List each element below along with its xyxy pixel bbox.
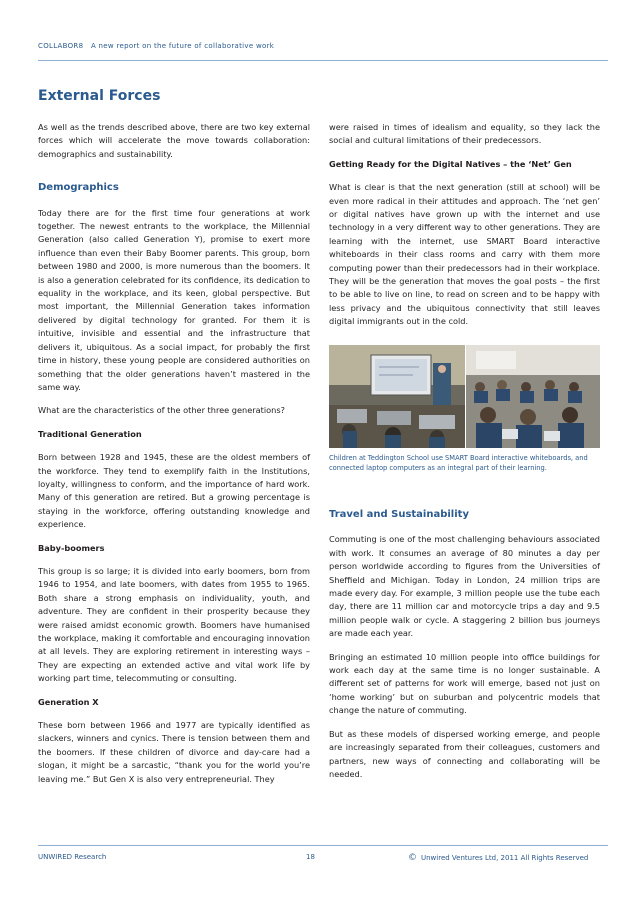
boomers-heading: Baby-boomers (38, 542, 105, 553)
header-divider (38, 60, 608, 61)
footer-copyright (408, 853, 588, 863)
genx-heading: Generation X (38, 696, 99, 707)
whiteboard-classroom-image (329, 345, 465, 448)
copyright-icon: © (408, 853, 417, 863)
demographics-paragraph: Today there are for the first time four generations at work together. The newest entrants to the workplace, the Millennial Generation (also called Generation Y), promise to exert more influence than even their Baby Boomer parents. This group, born between 1980 and 2000, is more numerous than the boomers. It is also a generation celebrated for its confidence, its dedication to equality in the workplace, and its keen, global perspective. But most important, the Millennial Generation takes information delivered by digital technology for granted. For them it is intuitive, invisible and essential and the infrastructure that delivers it, ubiquitous. As a social impact, for probably the first time in history, these young people are considered authorities on something that the older generations haven’t mastered in the same way. (38, 207, 310, 392)
intro-paragraph: As well as the trends described above, there are two key external forces which will accelerate the move towards collaboration: demographics and sustainability. (38, 122, 310, 159)
left-column (38, 121, 310, 796)
footer-divider (38, 845, 608, 846)
traditional-paragraph: Born between 1928 and 1945, these are the oldest members of the workforce. They tend to exemplify faith in the Institutions, loyalty, willingness to conform, and the importance of hard work. Many of this generation are retired. But a growing percentage is staying in the workforce, offering outstanding knowledge and experience. (38, 452, 310, 530)
right-column-bottom (329, 508, 600, 791)
footer-publisher: UNWIRED Research (38, 853, 107, 861)
continued-paragraph: were raised in times of idealism and equality, so they lack the social and cultural limitations of their predecessors. (329, 122, 600, 146)
laptop-classroom-image (466, 345, 600, 448)
header-subtitle: A new report on the future of collaborative work (90, 42, 275, 50)
traditional-heading: Traditional Generation (38, 428, 142, 439)
travel-paragraph-2: Bringing an estimated 10 million people into office buildings for work each day at the same time is no longer sustainable. A different set of patterns for work will emerge, based not just on ‘home working’ but on suburban and polycentric models that change the nature of commuting. (329, 651, 600, 716)
travel-heading: Travel and Sustainability (329, 509, 469, 520)
running-header (38, 42, 274, 50)
digital-natives-paragraph: What is clear is that the next generation (still at school) will be even more radical in their attitudes and approach. The ‘net gen’ or digital natives have grown up with the internet and use technology in a very different way to other generations. They are learning with the internet, use SMART Board interactive whiteboards in their class rooms and carry with them more computing power than their predecessors had in their workplace. They will be the generation that moves the goal posts – the first to be able to live on line, to read on screen and to be happy with less privacy and the ubiquitous connectivity that still leaves digital immigrants out in the cold. (329, 182, 600, 327)
photo-caption: Children at Teddington School use SMART Board interactive whiteboards, and connected laptop computers as an integral part of their learning. (329, 454, 588, 472)
page-title: External Forces (38, 88, 161, 104)
digital-natives-heading: Getting Ready for the Digital Natives – the ‘Net’ Gen (329, 158, 572, 169)
header-brand: COLLABOR8 (38, 42, 84, 50)
travel-paragraph-1: Commuting is one of the most challenging behaviours associated with work. It consumes an average of 80 minutes a day per person worldwide according to figures from the Universities of Sheffield and Michigan. Today in London, 24 million trips are made every day. For example, 3 million people use the tube each day, there are 11 million car and motorcycle trips a day and 9.5 million people walk or cycle. A staggering 2 billion bus journeys are made each year. (329, 534, 600, 639)
copyright-text: Unwired Ventures Ltd, 2011 All Rights Reserved (421, 854, 589, 862)
classroom-photo (329, 345, 600, 448)
boomers-paragraph: This group is so large; it is divided into early boomers, born from 1946 to 1954, and late boomers, with dates from 1955 to 1965. Both share a strong emphasis on individuality, youth, and adventure. They are confident in their prosperity because they were raised amidst economic growth. Boomers have humanised the workplace, making it comfortable and encouraging innovation at all levels. They are exploring retirement in interesting ways – They are expecting an extended active and vital work life by working part time, telecommuting or consulting. (38, 565, 310, 684)
page-number: 18 (306, 853, 315, 861)
travel-paragraph-3: But as these models of dispersed working emerge, and people are increasingly separated from their colleagues, customers and partners, new ways of connecting and collaborating will be needed. (329, 728, 600, 779)
generations-question: What are the characteristics of the other three generations? (38, 405, 285, 416)
genx-paragraph: These born between 1966 and 1977 are typically identified as slackers, winners and cynics. There is tension between them and the boomers. If these children of divorce and day-care had a slogan, it might be a sarcastic, “thank you for the world you’re leaving me.” But Gen X is also very entrepreneurial. They (38, 720, 310, 784)
right-column-top (329, 121, 600, 339)
demographics-heading: Demographics (38, 182, 119, 194)
